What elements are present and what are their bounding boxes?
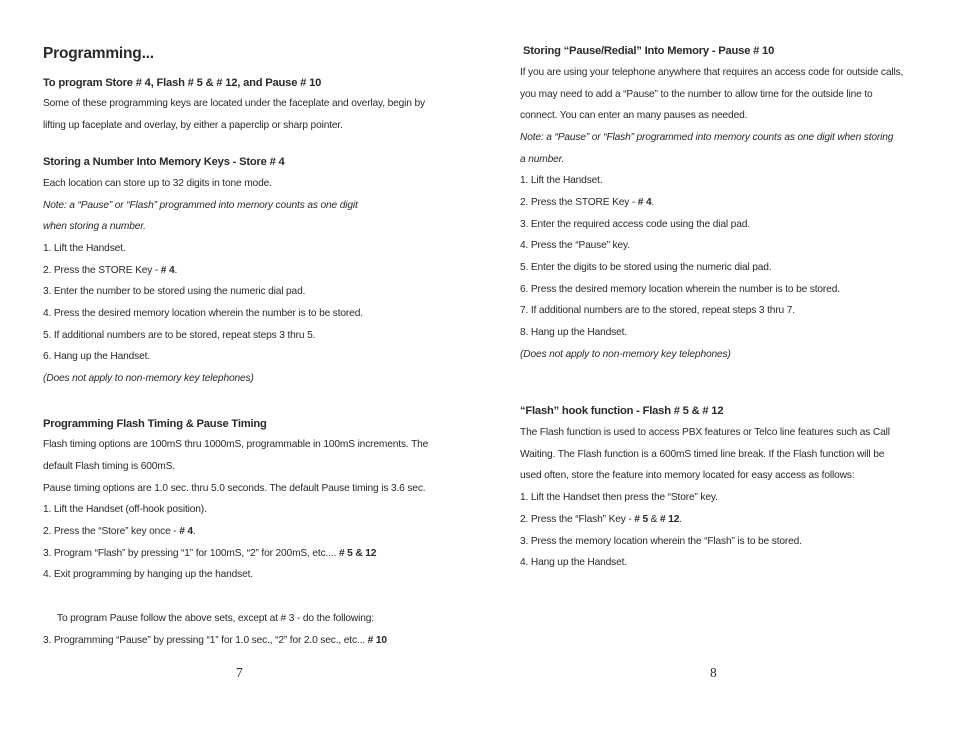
- paragraph-line: If you are using your telephone anywhere that requires an access code for outside calls,: [520, 67, 904, 78]
- step-item: 6. Press the desired memory location wherein the number is to be stored.: [520, 284, 840, 295]
- paragraph-line: you may need to add a “Pause” to the number to allow time for the outside line to: [520, 89, 873, 100]
- step-item: 4. Hang up the Handset.: [520, 557, 627, 568]
- page-title: Programming...: [43, 45, 154, 62]
- paragraph-line: Flash timing options are 100mS thru 1000mS, programmable in 100mS increments. The: [43, 439, 429, 450]
- step-item: 2. Press the STORE Key - # 4.: [520, 197, 655, 208]
- step-item: 6. Hang up the Handset.: [43, 351, 150, 362]
- step-item: 7. If additional numbers are to the stored, repeat steps 3 thru 7.: [520, 305, 795, 316]
- section-heading-pause-redial: Storing “Pause/Redial” Into Memory - Pause # 10: [523, 45, 775, 57]
- paragraph-line: used often, store the feature into memory located for easy access as follows:: [520, 470, 855, 481]
- step-item: 1. Lift the Handset then press the “Store” key.: [520, 492, 718, 503]
- step-item: 8. Hang up the Handset.: [520, 327, 627, 338]
- footnote: (Does not apply to non-memory key telephones): [43, 373, 254, 384]
- paragraph-line: Waiting. The Flash function is a 600mS timed line break. If the Flash function will be: [520, 449, 885, 460]
- step-item: 3. Enter the required access code using the dial pad.: [520, 219, 750, 230]
- step-item: 3. Press the memory location wherein the “Flash” is to be stored.: [520, 536, 802, 547]
- page-number: 7: [236, 665, 243, 680]
- paragraph-line: Pause timing options are 1.0 sec. thru 5.0 seconds. The default Pause timing is 3.6 sec.: [43, 483, 426, 494]
- step-item: 4. Exit programming by hanging up the handset.: [43, 569, 254, 580]
- step-item: 4. Press the desired memory location wherein the number is to be stored.: [43, 308, 363, 319]
- paragraph-line: Some of these programming keys are located under the faceplate and overlay, begin by: [43, 98, 425, 109]
- section-heading-store-4: Storing a Number Into Memory Keys - Store # 4: [43, 156, 285, 168]
- step-item: 3. Enter the number to be stored using the numeric dial pad.: [43, 286, 306, 297]
- step-item: 2. Press the STORE Key - # 4.: [43, 265, 178, 276]
- paragraph-line: The Flash function is used to access PBX features or Telco line features such as Call: [520, 427, 890, 438]
- note-line: Note: a “Pause” or “Flash” programmed into memory counts as one digit: [43, 200, 358, 211]
- section-heading-store-flash-pause: To program Store # 4, Flash # 5 & # 12, and Pause # 10: [43, 77, 322, 89]
- step-item: 1. Lift the Handset (off-hook position).: [43, 504, 207, 515]
- paragraph-line: Each location can store up to 32 digits in tone mode.: [43, 178, 272, 189]
- paragraph-line: lifting up faceplate and overlay, by either a paperclip or sharp pointer.: [43, 120, 343, 131]
- step-item: 1. Lift the Handset.: [520, 175, 603, 186]
- right-page: [477, 0, 954, 738]
- footnote: (Does not apply to non-memory key telephones): [520, 349, 731, 360]
- step-item: 2. Press the “Store” key once - # 4.: [43, 526, 196, 537]
- section-heading-flash-pause-timing: Programming Flash Timing & Pause Timing: [43, 418, 267, 430]
- step-item: 5. If additional numbers are to be stored, repeat steps 3 thru 5.: [43, 330, 316, 341]
- page-number: 8: [710, 665, 717, 680]
- section-heading-flash-hook: “Flash” hook function - Flash # 5 & # 12: [520, 405, 724, 417]
- step-item: 2. Press the “Flash” Key - # 5 & # 12.: [520, 514, 682, 525]
- note-line: when storing a number.: [43, 221, 146, 232]
- note-line: a number.: [520, 154, 565, 165]
- step-item: 4. Press the “Pause” key.: [520, 240, 630, 251]
- step-item: 3. Program “Flash” by pressing “1” for 100mS, “2” for 200mS, etc.... # 5 & 12: [43, 548, 377, 559]
- step-item: 5. Enter the digits to be stored using the numeric dial pad.: [520, 262, 772, 273]
- note-line: Note: a “Pause” or “Flash” programmed into memory counts as one digit when storing: [520, 132, 894, 143]
- paragraph-line: To program Pause follow the above sets, except at # 3 - do the following:: [57, 613, 374, 624]
- paragraph-line: default Flash timing is 600mS.: [43, 461, 175, 472]
- step-item: 3. Programming “Pause” by pressing “1” for 1.0 sec., “2” for 2.0 sec., etc... # 10: [43, 635, 387, 646]
- step-item: 1. Lift the Handset.: [43, 243, 126, 254]
- paragraph-line: connect. You can enter an many pauses as needed.: [520, 110, 748, 121]
